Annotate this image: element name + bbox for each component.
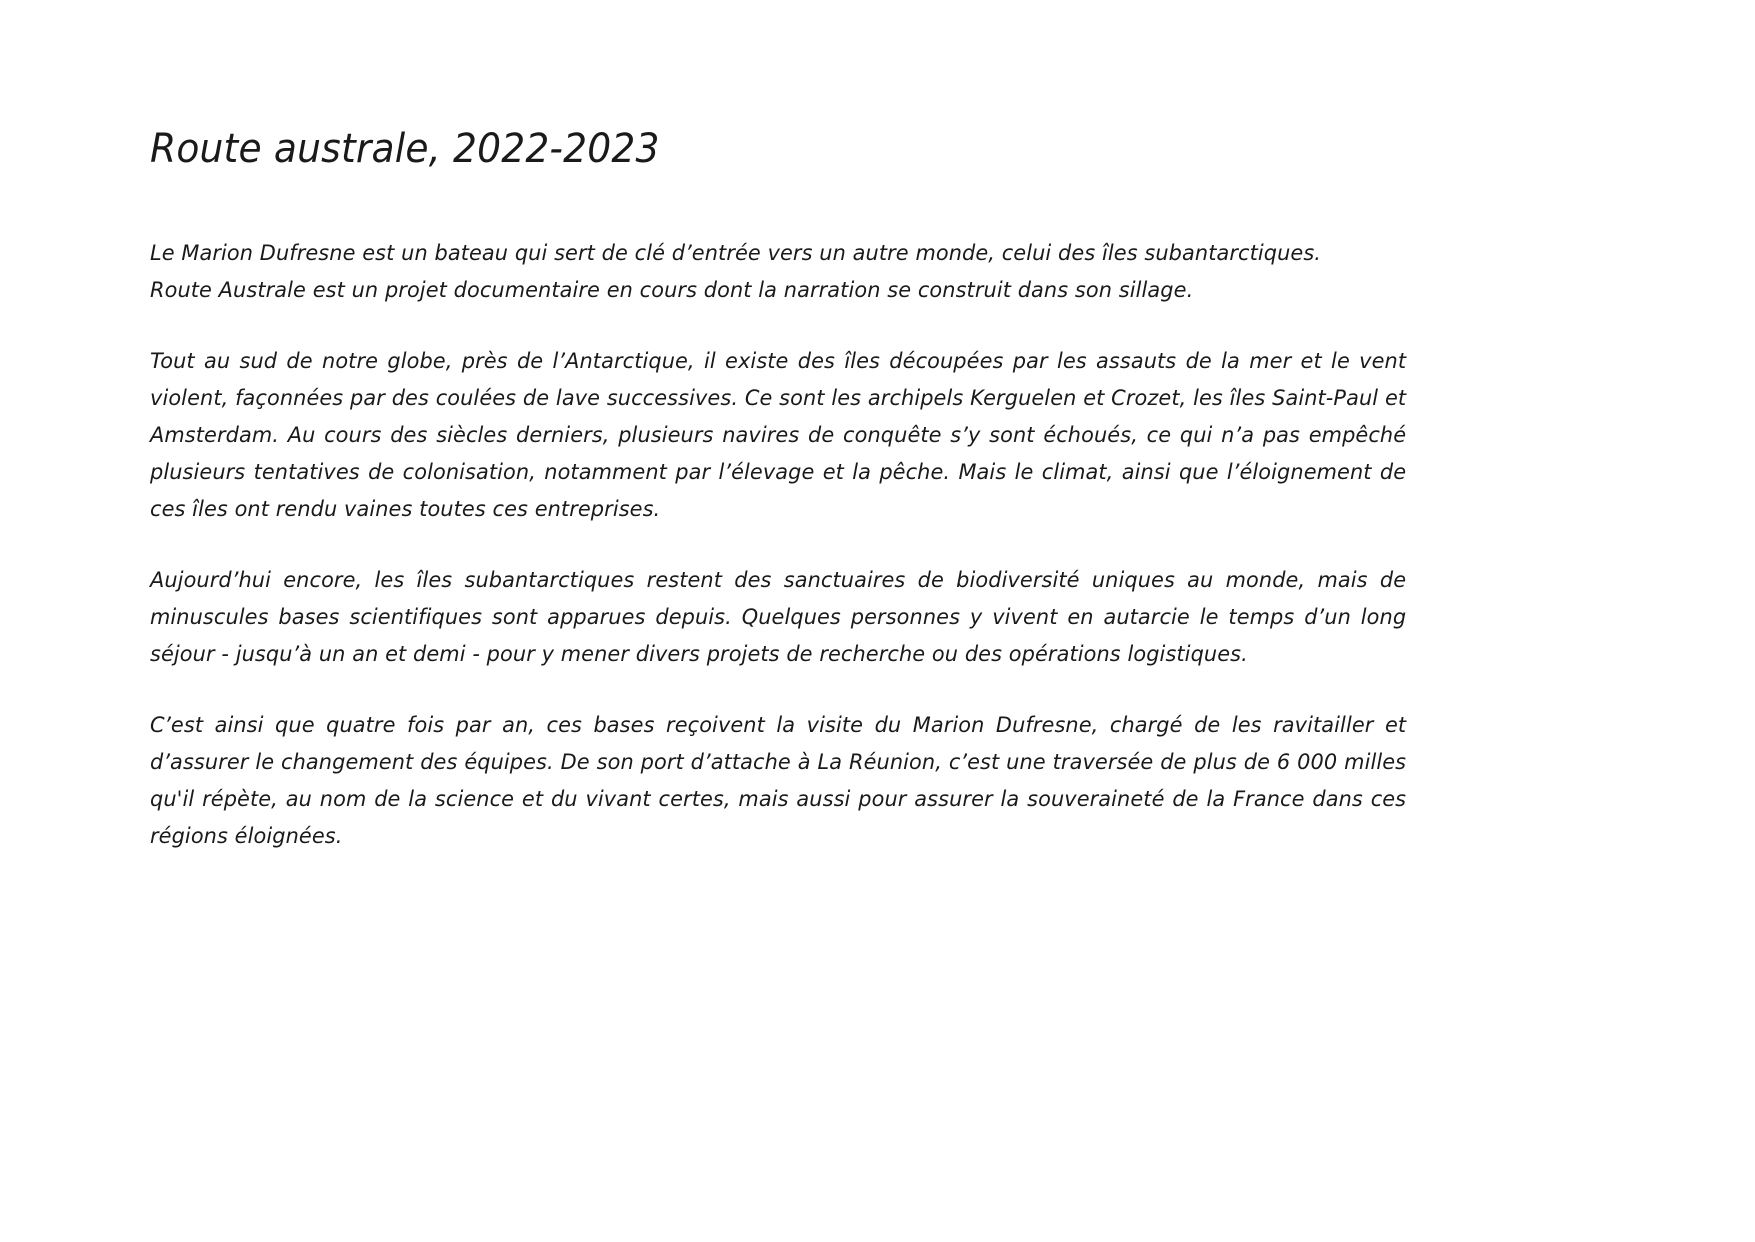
- paragraph-intro-line-2: Route Australe est un projet documentaire en cours dont la narration se construit dans son sillage.: [150, 278, 1194, 303]
- paragraph-rotations: C’est ainsi que quatre fois par an, ces bases reçoivent la visite du Marion Dufresne, chargé de les ravitailler et d’assurer le changement des équipes. De son port d’attache à La Réunion, c’est une traversée de plus de 6 000 milles qu'il répète, au nom de la science et du vivant certes, mais aussi pour assurer la souveraineté de la France dans ces régions éloignées.: [150, 713, 1407, 849]
- paragraph-intro-line-1: Le Marion Dufresne est un bateau qui sert de clé d’entrée vers un autre monde, celui des îles subantarctiques.: [150, 241, 1322, 266]
- paragraph-intro: [150, 235, 1406, 309]
- paragraph-islands: Tout au sud de notre globe, près de l’Antarctique, il existe des îles découpées par les assauts de la mer et le vent violent, façonnées par des coulées de lave successives. Ce sont les archipels Kerguelen et Crozet, les îles Saint-Paul et Amsterdam. Au cours des siècles derniers, plusieurs navires de conquête s’y sont échoués, ce qui n’a pas empêché plusieurs tentatives de colonisation, notamment par l’élevage et la pêche. Mais le climat, ainsi que l’éloignement de ces îles ont rendu vaines toutes ces entreprises.: [150, 349, 1407, 522]
- document-body: [150, 125, 1445, 855]
- page-title: Route australe, 2022-2023: [150, 126, 660, 172]
- paragraph-bases: Aujourd’hui encore, les îles subantarctiques restent des sanctuaires de biodiversité uniques au monde, mais de minuscules bases scientifiques sont apparues depuis. Quelques personnes y vivent en autarcie le temps d’un long séjour - jusqu’à un an et demi - pour y mener divers projets de recherche ou des opérations logistiques.: [150, 568, 1407, 667]
